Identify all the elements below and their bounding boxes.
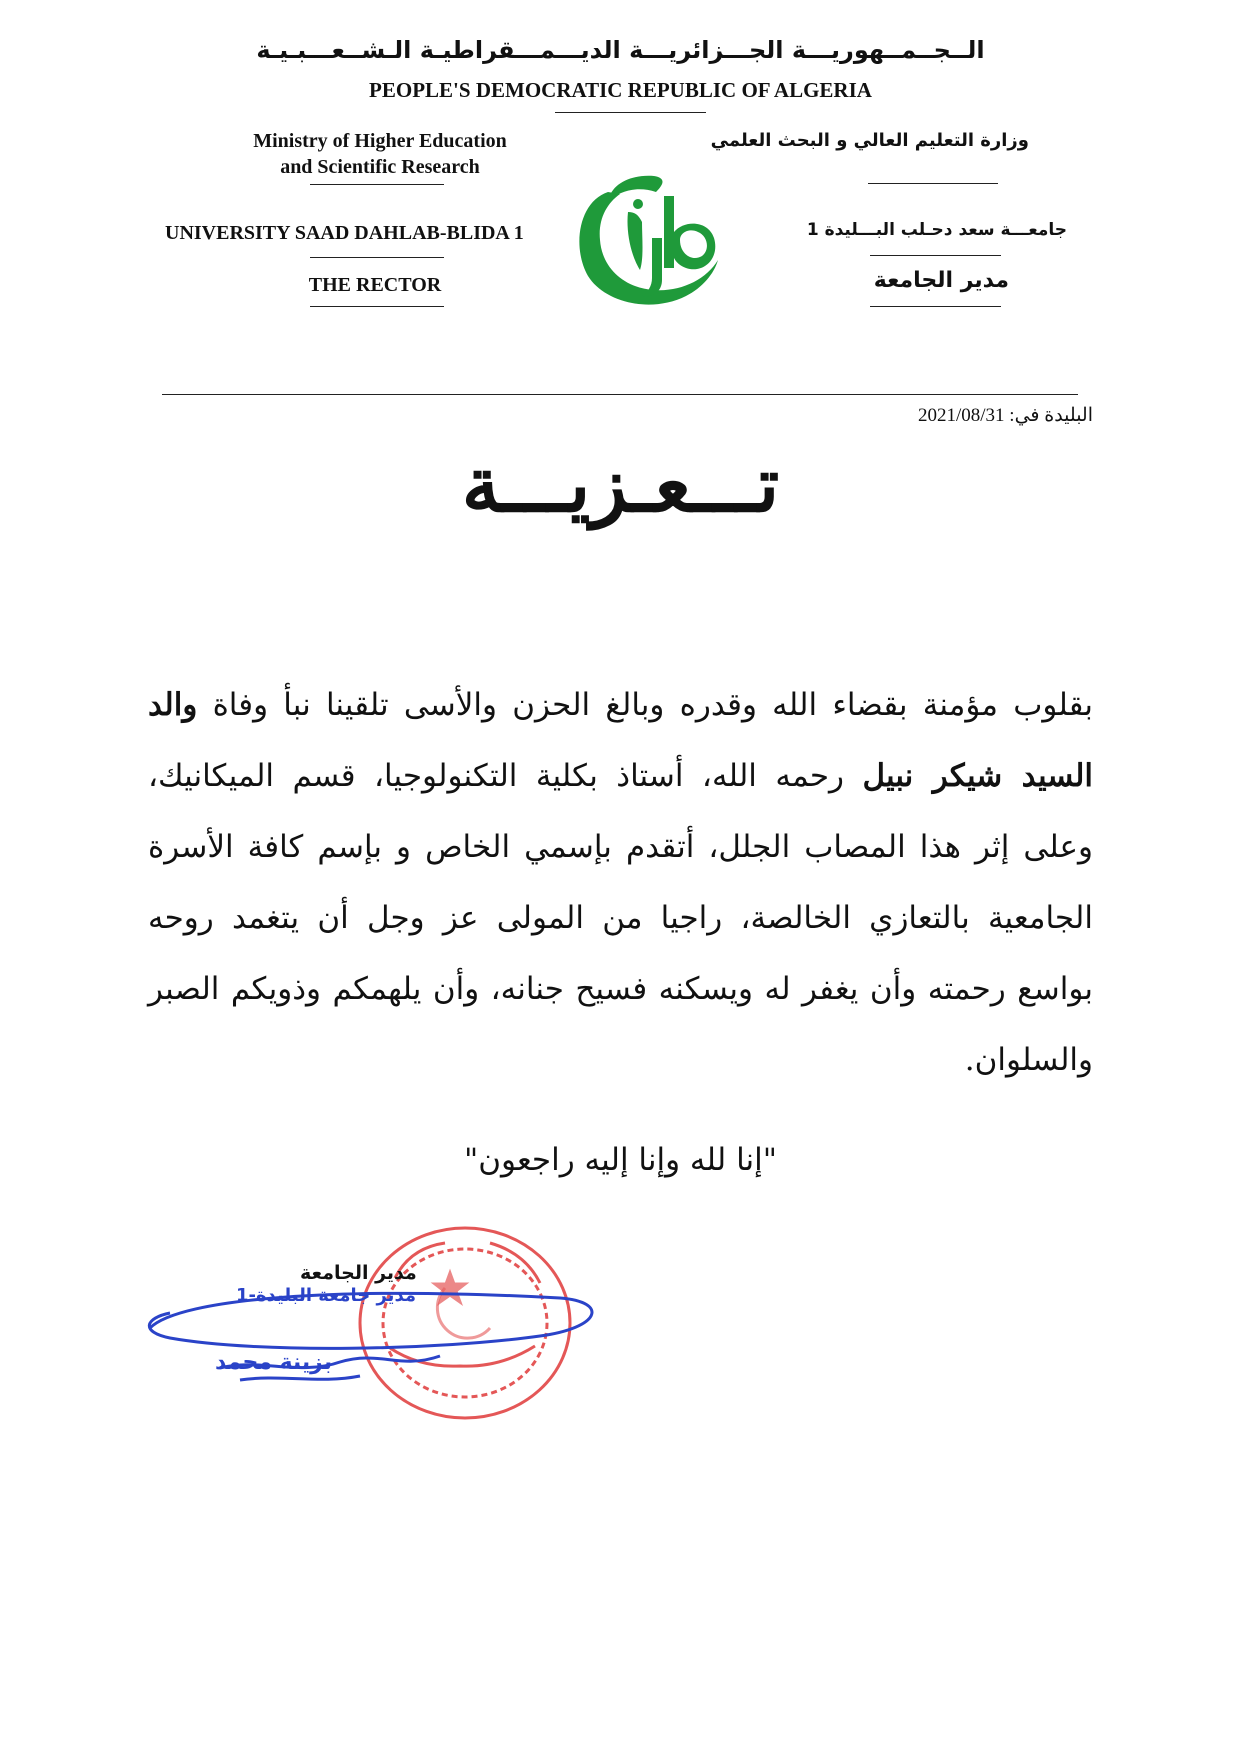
rector-arabic: مدير الجامعة [873,268,1009,293]
signature-name: بزينة محمد [215,1350,333,1375]
university-english: UNIVERSITY SAAD DAHLAB-BLIDA 1 [165,222,524,244]
signature-title: مدير الجامعة [300,1262,417,1284]
university-arabic: جامعـــة سعد دحـلب البـــليدة 1 [806,220,1067,240]
rector-english: THE RECTOR [308,274,442,296]
date-line: البليدة في: 2021/08/31 [917,405,1093,426]
republic-english: PEOPLE'S DEMOCRATIC REPUBLIC OF ALGERIA [369,78,872,102]
divider [310,306,444,307]
body-part1: بقلوب مؤمنة بقضاء الله وقدره وبالغ الحزن والأسى تلقينا نبأ وفاة [212,687,1093,723]
document-title: تـــعـزيـــة [461,440,780,529]
divider [870,255,1001,256]
divider [310,184,444,185]
deceased-name: والد السيد شيكر نبيل [148,687,1094,794]
body-part2: رحمه الله، أستاذ بكلية التكنولوجيا، قسم الميكانيك، وعلى إثر هذا المصاب الجلل، أتقدم بإسمي الخاص و بإسم كافة الأسرة الجامعية بالتعازي الخالصة، راجيا من المولى عز وجل أن يتغمد روحه بواسع رحمته وأن يغفر له ويسكنه فسيح جنانه، وأن يلهمكم وذويكم الصبر والسلوان. [148,758,1093,1078]
condolence-body [148,670,1093,1096]
divider [555,112,706,113]
header-separator [162,394,1078,395]
university-logo [568,168,728,318]
stamp-text: مدير جامعة البليدة-1 [236,1285,416,1306]
divider [310,257,444,258]
ministry-en-line2: and Scientific Research [280,156,480,178]
quran-verse: "إنا لله وإنا إليه راجعون" [463,1142,778,1178]
divider [870,306,1001,307]
ministry-arabic: وزارة التعليم العالي و البحث العلمي [710,130,1029,151]
divider [868,183,998,184]
ministry-en-line1: Ministry of Higher Education [253,130,507,152]
republic-arabic: الــجــمــهوريـــة الجـــزائريـــة الديـــمـــقراطيـة الـشــعـــبـيـة [256,36,985,64]
